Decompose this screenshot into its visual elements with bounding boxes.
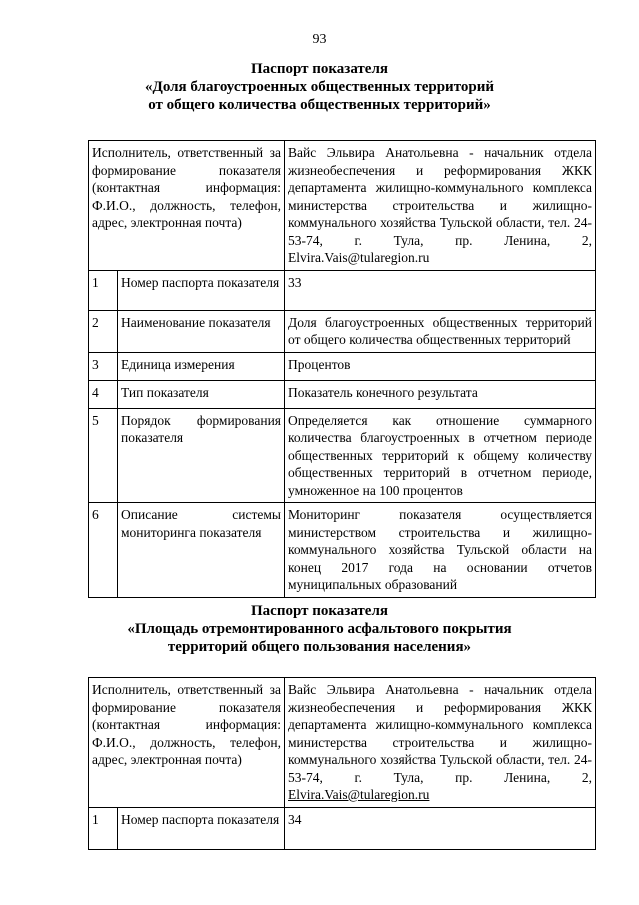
title-line: «Доля благоустроенных общественных территорий (145, 79, 494, 95)
row-value: Процентов (285, 352, 596, 380)
executor-row (89, 141, 596, 271)
table-row (89, 310, 596, 352)
row-number: 2 (89, 310, 118, 352)
title-line: Паспорт показателя (251, 603, 388, 619)
title-line: от общего количества общественных территорий» (148, 97, 491, 113)
table-row (89, 807, 596, 849)
row-number: 1 (89, 807, 118, 849)
row-value: 33 (285, 270, 596, 310)
title-line: Паспорт показателя (251, 61, 388, 77)
title-line: «Площадь отремонтированного асфальтового покрытия (127, 621, 512, 637)
page-number: 93 (312, 32, 327, 47)
row-number: 4 (89, 380, 118, 408)
passport-table-1 (88, 140, 596, 598)
passport-table-2 (88, 677, 596, 850)
email-link[interactable]: Elvira.Vais@tularegion.ru (288, 787, 430, 802)
row-label: Номер паспорта показателя (118, 807, 285, 849)
row-number: 3 (89, 352, 118, 380)
row-label: Описание системы мониторинга показателя (118, 503, 285, 598)
row-value: Мониторинг показателя осуществляется министерством строительства и жилищно-коммунального хозяйства Тульской области на конец 2017 года на основании отчетов муниципальных образований (285, 503, 596, 598)
row-value: Доля благоустроенных общественных территорий от общего количества общественных территорий (285, 310, 596, 352)
table-row (89, 408, 596, 503)
row-value: 34 (285, 807, 596, 849)
row-label: Единица измерения (118, 352, 285, 380)
row-value: Определяется как отношение суммарного количества благоустроенных в отчетном периоде общественных территорий к общему количеству общественных территорий в отчетном периоде, умноженное на 100 процентов (285, 408, 596, 503)
table-row (89, 503, 596, 598)
row-number: 6 (89, 503, 118, 598)
row-number: 1 (89, 270, 118, 310)
table-row (89, 380, 596, 408)
executor-label: Исполнитель, ответственный за формирование показателя (контактная информация: Ф.И.О., должность, телефон, адрес, электронная почта) (89, 141, 285, 271)
title-line: территорий общего пользования населения» (167, 639, 472, 655)
table-row (89, 270, 596, 310)
executor-label: Исполнитель, ответственный за формирование показателя (контактная информация: Ф.И.О., должность, телефон, адрес, электронная почта) (89, 678, 285, 808)
executor-value-text: Вайс Эльвира Анатольевна - начальник отдела жизнеобеспечения и реформирования ЖКК департамента жилищно-коммунального комплекса министерства строительства и жилищно-коммунального хозяйства Тульской области, тел. 24-53-74, г. Тула, пр. Ленина, 2, (288, 682, 593, 785)
row-number: 5 (89, 408, 118, 503)
row-label: Порядок формирования показателя (118, 408, 285, 503)
row-label: Тип показателя (118, 380, 285, 408)
passport-title-1 (60, 60, 579, 114)
executor-value (285, 678, 596, 808)
executor-value: Вайс Эльвира Анатольевна - начальник отдела жизнеобеспечения и реформирования ЖКК департамента жилищно-коммунального комплекса министерства строительства и жилищно-коммунального хозяйства Тульской области, тел. 24-53-74, г. Тула, пр. Ленина, 2, Elvira.Vais@tularegion.ru (285, 141, 596, 271)
table-row (89, 352, 596, 380)
passport-title-2 (60, 602, 579, 656)
row-label: Номер паспорта показателя (118, 270, 285, 310)
row-label: Наименование показателя (118, 310, 285, 352)
executor-row (89, 678, 596, 808)
row-value: Показатель конечного результата (285, 380, 596, 408)
